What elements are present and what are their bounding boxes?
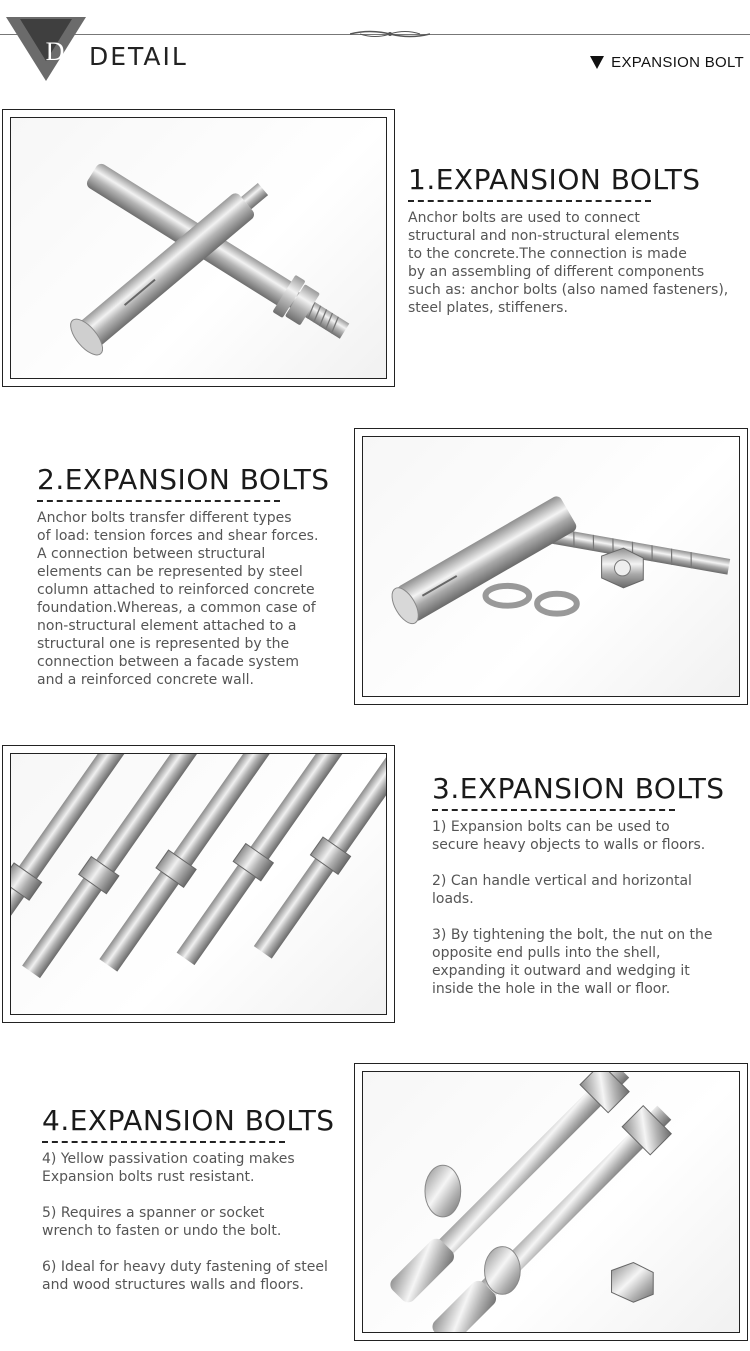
section-body: 1) Expansion bolts can be used to secure heavy objects to walls or floors. 2) Can handle vertical and horizontal loads. 3) By tightening the bolt, the nut on the opposite end pulls into the shell, expanding it outward and wedging it inside the hole in the wall or floor. [432, 819, 713, 997]
title-underline [432, 809, 675, 811]
section-4 [42, 1104, 352, 1294]
product-photo-frame-2 [354, 428, 748, 705]
page-header [0, 0, 750, 90]
bolt-parts-illustration [363, 437, 739, 696]
section-badge [6, 17, 86, 81]
title-underline [408, 200, 651, 202]
title-underline [37, 500, 280, 502]
title-underline [42, 1141, 285, 1143]
expansion-bolt-illustration [11, 118, 386, 378]
product-photo-frame-4 [354, 1063, 748, 1341]
badge-letter: D [45, 37, 65, 66]
section-title: 4.EXPANSION BOLTS [42, 1104, 335, 1137]
anchor-set-illustration [363, 1072, 739, 1332]
section-1 [408, 163, 748, 317]
caret-down-icon [590, 56, 604, 69]
section-body: Anchor bolts are used to connect structural and non-structural elements to the concrete.The connection is made by an assembling of different components such as: anchor bolts (also named fasteners), steel plates, stiffeners. [408, 210, 729, 316]
section-body: Anchor bolts transfer different types of load: tension forces and shear forces. A connection between structural elements can be represented by steel column attached to reinforced concrete foundation.Whereas, a common case of non-structural element attached to a structural one is represented by the connection between a facade system and a reinforced concrete wall. [37, 510, 319, 688]
section-title: 1.EXPANSION BOLTS [408, 163, 701, 196]
ornament-icon [350, 27, 430, 41]
product-photo-frame-1 [2, 109, 395, 387]
section-2 [37, 463, 352, 689]
section-title: 2.EXPANSION BOLTS [37, 463, 330, 496]
page-title: DETAIL [89, 42, 188, 71]
wedge-anchors-illustration [11, 754, 386, 1014]
breadcrumb [590, 54, 744, 71]
section-body: 4) Yellow passivation coating makes Expansion bolts rust resistant. 5) Requires a spanner or socket wrench to fasten or undo the bolt. 6) Ideal for heavy duty fastening of steel and wood structures walls and floors. [42, 1151, 328, 1293]
section-title: 3.EXPANSION BOLTS [432, 772, 725, 805]
product-photo-1 [10, 117, 387, 379]
product-photo-frame-3 [2, 745, 395, 1023]
product-photo-4 [362, 1071, 740, 1333]
section-3 [432, 772, 748, 998]
breadcrumb-label: EXPANSION BOLT [611, 54, 744, 71]
product-photo-3 [10, 753, 387, 1015]
product-photo-2 [362, 436, 740, 697]
